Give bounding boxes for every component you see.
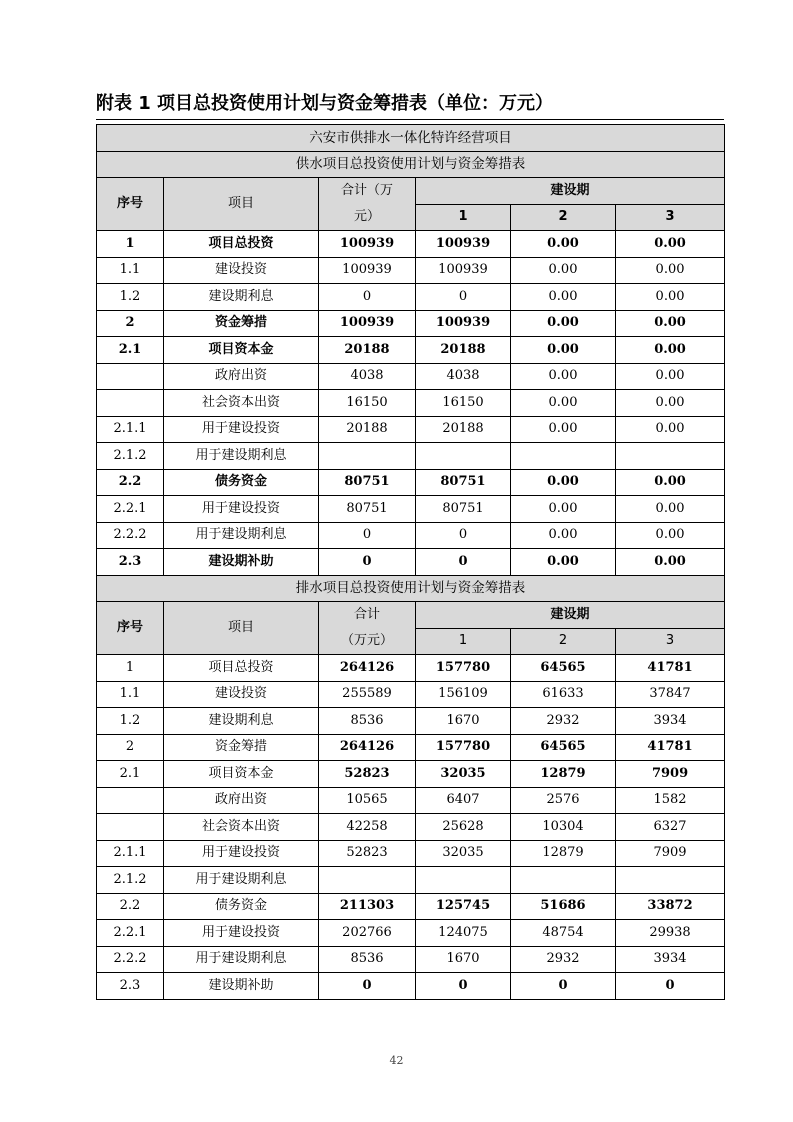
row-value-y2: 2576 <box>511 787 616 814</box>
row-value-y3: 7909 <box>616 840 725 867</box>
row-value-total: 52823 <box>319 761 416 788</box>
row-value-y2: 2932 <box>511 946 616 973</box>
row-value-y1: 32035 <box>416 840 511 867</box>
row-item-name: 建设投资 <box>164 257 319 284</box>
row-value-y1: 0 <box>416 549 511 576</box>
header-period-p2: 2 <box>511 204 616 231</box>
row-value-total: 0 <box>319 973 416 1000</box>
row-value-y3: 0.00 <box>616 416 725 443</box>
table-row <box>97 973 725 1000</box>
table-row <box>97 655 725 682</box>
row-value-y2: 61633 <box>511 681 616 708</box>
row-item-name: 建设投资 <box>164 681 319 708</box>
row-seq: 2.2.1 <box>97 496 164 523</box>
row-seq: 2.1.2 <box>97 867 164 894</box>
row-item-name: 项目总投资 <box>164 231 319 258</box>
row-value-y3: 0.00 <box>616 549 725 576</box>
row-value-y2: 0.00 <box>511 337 616 364</box>
row-value-y3: 41781 <box>616 655 725 682</box>
table-row <box>97 469 725 496</box>
row-value-y1: 0 <box>416 973 511 1000</box>
row-value-y3: 3934 <box>616 708 725 735</box>
header-total-line2: （万元） <box>319 628 416 655</box>
row-seq: 1.2 <box>97 708 164 735</box>
row-value-total: 20188 <box>319 416 416 443</box>
row-value-y2: 0.00 <box>511 257 616 284</box>
row-item-name: 债务资金 <box>164 893 319 920</box>
row-value-y1: 25628 <box>416 814 511 841</box>
row-seq: 2.1 <box>97 761 164 788</box>
row-value-y1: 157780 <box>416 734 511 761</box>
row-seq: 2.2.2 <box>97 946 164 973</box>
row-value-y1: 4038 <box>416 363 511 390</box>
header-total-line2: 元） <box>319 204 416 231</box>
table-row <box>97 946 725 973</box>
table-row <box>97 443 725 470</box>
row-seq <box>97 363 164 390</box>
row-value-y2: 64565 <box>511 734 616 761</box>
row-seq: 1 <box>97 231 164 258</box>
row-item-name: 社会资本出资 <box>164 390 319 417</box>
table-row <box>97 893 725 920</box>
row-value-total: 0 <box>319 522 416 549</box>
row-seq: 1.2 <box>97 284 164 311</box>
row-value-total: 8536 <box>319 946 416 973</box>
row-value-y3: 0.00 <box>616 496 725 523</box>
row-value-y3: 0.00 <box>616 390 725 417</box>
row-item-name: 用于建设期利息 <box>164 443 319 470</box>
row-seq: 2.3 <box>97 973 164 1000</box>
row-value-total: 255589 <box>319 681 416 708</box>
row-seq: 2 <box>97 734 164 761</box>
row-value-total: 100939 <box>319 310 416 337</box>
header-period-p3: 3 <box>616 204 725 231</box>
row-value-y3: 0.00 <box>616 231 725 258</box>
row-value-total <box>319 443 416 470</box>
table-row <box>97 761 725 788</box>
header-seq: 序号 <box>97 602 164 655</box>
header-period-p1: 1 <box>416 204 511 231</box>
table-row <box>97 337 725 364</box>
header-seq: 序号 <box>97 178 164 231</box>
row-value-y1: 125745 <box>416 893 511 920</box>
row-value-y2: 0.00 <box>511 496 616 523</box>
row-item-name: 债务资金 <box>164 469 319 496</box>
row-value-y1: 100939 <box>416 231 511 258</box>
row-item-name: 用于建设期利息 <box>164 946 319 973</box>
row-seq: 1 <box>97 655 164 682</box>
row-value-y1: 32035 <box>416 761 511 788</box>
row-value-y2: 0.00 <box>511 469 616 496</box>
row-item-name: 用于建设期利息 <box>164 867 319 894</box>
row-value-total: 264126 <box>319 655 416 682</box>
row-value-total: 211303 <box>319 893 416 920</box>
row-value-total: 264126 <box>319 734 416 761</box>
row-seq: 2.2 <box>97 893 164 920</box>
section-title-row <box>97 151 725 178</box>
table-row <box>97 814 725 841</box>
row-value-y3 <box>616 867 725 894</box>
row-value-y3: 0.00 <box>616 310 725 337</box>
header-period: 建设期 <box>416 178 725 205</box>
table-row <box>97 496 725 523</box>
row-value-y2: 0.00 <box>511 231 616 258</box>
row-value-y2: 0 <box>511 973 616 1000</box>
row-value-y1: 157780 <box>416 655 511 682</box>
row-value-y3 <box>616 443 725 470</box>
row-seq: 2.2 <box>97 469 164 496</box>
row-value-y3: 29938 <box>616 920 725 947</box>
row-value-y3: 0.00 <box>616 469 725 496</box>
row-value-y3: 33872 <box>616 893 725 920</box>
row-item-name: 用于建设投资 <box>164 840 319 867</box>
section-title: 供水项目总投资使用计划与资金筹措表 <box>97 151 725 178</box>
row-value-total: 0 <box>319 549 416 576</box>
row-seq: 2.1.2 <box>97 443 164 470</box>
row-value-y3: 3934 <box>616 946 725 973</box>
row-item-name: 政府出资 <box>164 363 319 390</box>
row-seq: 2.2.1 <box>97 920 164 947</box>
row-value-y1 <box>416 443 511 470</box>
table-row <box>97 708 725 735</box>
row-seq: 2.2.2 <box>97 522 164 549</box>
header-period: 建设期 <box>416 602 725 629</box>
row-value-y1: 20188 <box>416 416 511 443</box>
row-seq <box>97 787 164 814</box>
row-value-y1: 100939 <box>416 257 511 284</box>
row-value-y2: 64565 <box>511 655 616 682</box>
header-total-line1: 合计（万 <box>319 178 416 205</box>
row-item-name: 资金筹措 <box>164 310 319 337</box>
table-row <box>97 867 725 894</box>
row-value-y2: 12879 <box>511 761 616 788</box>
row-value-y2: 0.00 <box>511 522 616 549</box>
row-value-total: 100939 <box>319 257 416 284</box>
row-item-name: 建设期补助 <box>164 973 319 1000</box>
row-seq: 1.1 <box>97 681 164 708</box>
row-value-y2 <box>511 867 616 894</box>
row-value-y3: 37847 <box>616 681 725 708</box>
row-item-name: 项目总投资 <box>164 655 319 682</box>
row-value-y1: 1670 <box>416 708 511 735</box>
row-value-total: 16150 <box>319 390 416 417</box>
row-item-name: 用于建设投资 <box>164 920 319 947</box>
page-heading: 附表 1 项目总投资使用计划与资金筹措表（单位：万元） <box>96 93 554 114</box>
row-value-total: 0 <box>319 284 416 311</box>
row-value-total: 20188 <box>319 337 416 364</box>
row-item-name: 项目资本金 <box>164 761 319 788</box>
row-value-total: 100939 <box>319 231 416 258</box>
row-value-y1: 1670 <box>416 946 511 973</box>
table-row <box>97 231 725 258</box>
section-title-row <box>97 575 725 602</box>
table-row <box>97 257 725 284</box>
row-value-y2 <box>511 443 616 470</box>
table-row <box>97 549 725 576</box>
row-item-name: 项目资本金 <box>164 337 319 364</box>
table-row <box>97 522 725 549</box>
project-title: 六安市供排水一体化特许经营项目 <box>97 125 725 152</box>
row-value-y2: 2932 <box>511 708 616 735</box>
row-item-name: 建设期利息 <box>164 284 319 311</box>
row-value-y1: 100939 <box>416 310 511 337</box>
row-value-y2: 0.00 <box>511 363 616 390</box>
row-value-total: 4038 <box>319 363 416 390</box>
row-value-y2: 48754 <box>511 920 616 947</box>
row-value-y2: 0.00 <box>511 549 616 576</box>
table-row <box>97 390 725 417</box>
table-row <box>97 310 725 337</box>
row-value-y1: 156109 <box>416 681 511 708</box>
row-value-y3: 0.00 <box>616 337 725 364</box>
table-row <box>97 734 725 761</box>
header-row <box>97 602 725 629</box>
row-value-total: 80751 <box>319 496 416 523</box>
row-value-total: 52823 <box>319 840 416 867</box>
row-value-y3: 6327 <box>616 814 725 841</box>
row-item-name: 社会资本出资 <box>164 814 319 841</box>
row-value-y1: 124075 <box>416 920 511 947</box>
table-row <box>97 840 725 867</box>
row-value-total: 10565 <box>319 787 416 814</box>
row-value-y1: 0 <box>416 522 511 549</box>
row-value-y3: 0.00 <box>616 522 725 549</box>
row-seq: 2.1.1 <box>97 416 164 443</box>
row-value-y2: 51686 <box>511 893 616 920</box>
heading-rule <box>96 119 724 120</box>
row-value-y2: 0.00 <box>511 310 616 337</box>
header-period-p2: 2 <box>511 628 616 655</box>
row-value-y3: 1582 <box>616 787 725 814</box>
row-value-total: 202766 <box>319 920 416 947</box>
row-value-y2: 10304 <box>511 814 616 841</box>
table-row <box>97 416 725 443</box>
row-value-y1: 6407 <box>416 787 511 814</box>
header-total-line1: 合计 <box>319 602 416 629</box>
row-value-y2: 0.00 <box>511 284 616 311</box>
row-item-name: 资金筹措 <box>164 734 319 761</box>
investment-table <box>96 124 725 1000</box>
table-row <box>97 787 725 814</box>
row-value-total: 80751 <box>319 469 416 496</box>
row-item-name: 政府出资 <box>164 787 319 814</box>
row-seq: 2.3 <box>97 549 164 576</box>
row-value-y3: 0 <box>616 973 725 1000</box>
row-seq: 2.1 <box>97 337 164 364</box>
row-value-total: 8536 <box>319 708 416 735</box>
row-item-name: 建设期补助 <box>164 549 319 576</box>
row-seq <box>97 390 164 417</box>
header-item: 项目 <box>164 178 319 231</box>
row-value-y3: 0.00 <box>616 257 725 284</box>
section-title: 排水项目总投资使用计划与资金筹措表 <box>97 575 725 602</box>
row-value-y3: 7909 <box>616 761 725 788</box>
row-value-total: 42258 <box>319 814 416 841</box>
investment-table-body <box>97 125 725 1000</box>
row-value-y3: 41781 <box>616 734 725 761</box>
row-value-y2: 0.00 <box>511 416 616 443</box>
row-value-y1: 20188 <box>416 337 511 364</box>
header-item: 项目 <box>164 602 319 655</box>
table-row <box>97 284 725 311</box>
table-row <box>97 363 725 390</box>
page-number: 42 <box>389 1054 404 1067</box>
header-period-p1: 1 <box>416 628 511 655</box>
row-seq <box>97 814 164 841</box>
row-item-name: 建设期利息 <box>164 708 319 735</box>
row-value-y3: 0.00 <box>616 284 725 311</box>
table-row <box>97 681 725 708</box>
row-value-total <box>319 867 416 894</box>
row-seq: 1.1 <box>97 257 164 284</box>
row-seq: 2 <box>97 310 164 337</box>
row-value-y1: 0 <box>416 284 511 311</box>
row-seq: 2.1.1 <box>97 840 164 867</box>
row-value-y1: 16150 <box>416 390 511 417</box>
row-value-y1: 80751 <box>416 469 511 496</box>
row-value-y3: 0.00 <box>616 363 725 390</box>
row-item-name: 用于建设期利息 <box>164 522 319 549</box>
project-title-row <box>97 125 725 152</box>
row-value-y1: 80751 <box>416 496 511 523</box>
row-value-y2: 0.00 <box>511 390 616 417</box>
row-item-name: 用于建设投资 <box>164 416 319 443</box>
header-period-p3: 3 <box>616 628 725 655</box>
row-value-y1 <box>416 867 511 894</box>
header-row <box>97 178 725 205</box>
table-row <box>97 920 725 947</box>
row-value-y2: 12879 <box>511 840 616 867</box>
row-item-name: 用于建设投资 <box>164 496 319 523</box>
